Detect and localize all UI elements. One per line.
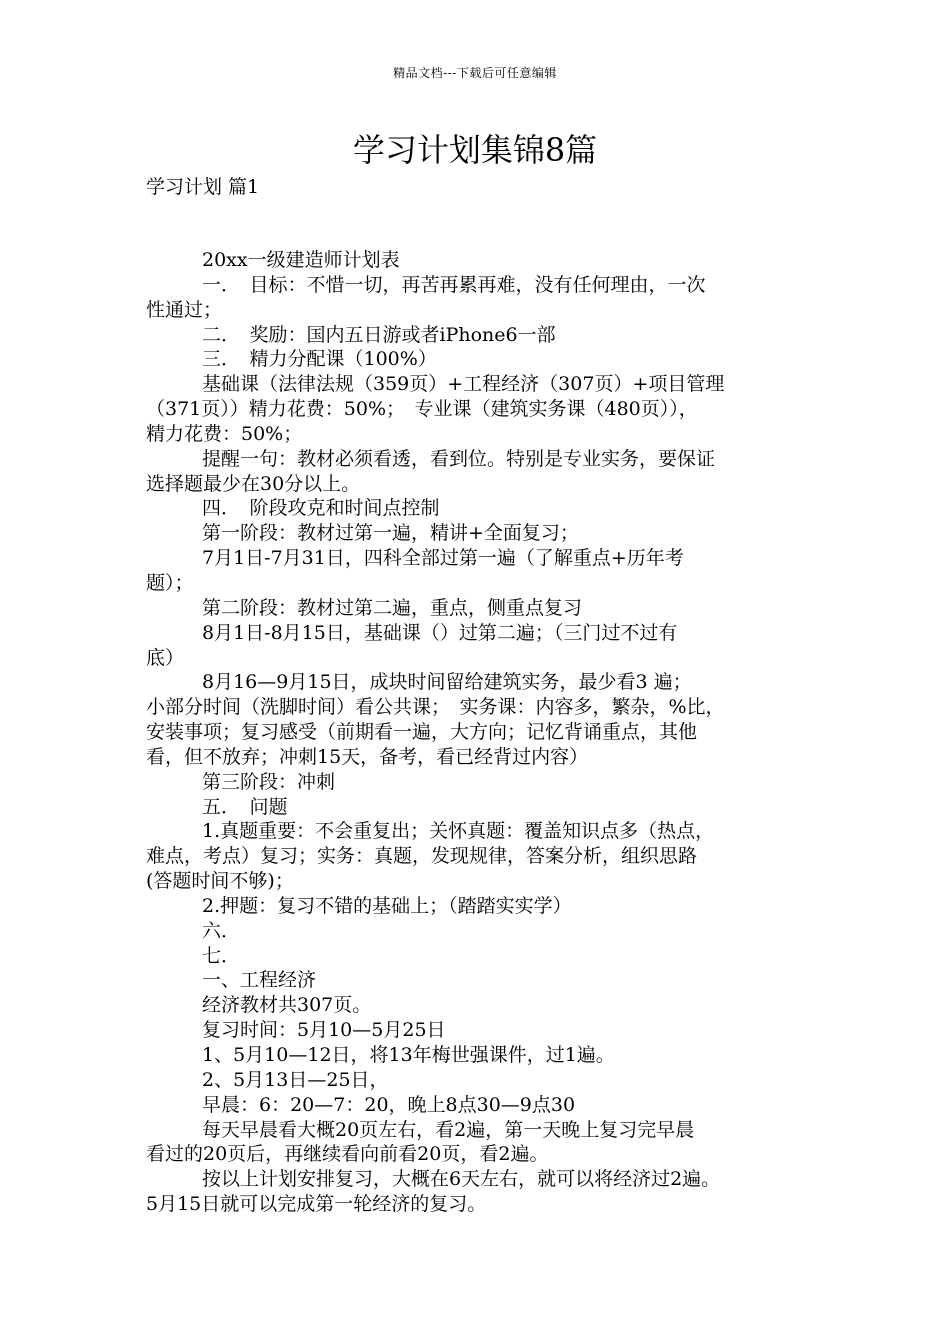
text-line: 一、工程经济 <box>202 969 317 992</box>
text-line: 提醒一句：教材必须看透，看到位。特别是专业实务，要保证 <box>202 447 716 470</box>
text-line: 选择题最少在30分以上。 <box>146 472 361 495</box>
text-line: 20xx一级建造师计划表 <box>202 249 400 271</box>
text-line: 经济教材共307页。 <box>202 994 372 1017</box>
text-line: 题）； <box>146 571 194 594</box>
text-line: 1、5月10—12日，将13年梅世强课件，过1遍。 <box>202 1044 615 1066</box>
text-line: 五． 问题 <box>202 795 288 818</box>
text-line: 六． <box>202 919 241 942</box>
document-title: 学习计划集锦8篇 <box>352 131 598 169</box>
text-line: 1.真题重要：不会重复出；关怀真题：覆盖知识点多（热点， <box>202 820 715 843</box>
text-line: （371页））精力花费：50%； 专业课（建筑实务课（480页））， <box>146 398 698 421</box>
section-heading: 学习计划 篇1 <box>146 176 260 198</box>
text-line: (答题时间不够)； <box>146 870 294 893</box>
text-line: 一． 目标：不惜一切，再苦再累再难，没有任何理由，一次 <box>202 273 706 296</box>
text-line: 四． 阶段攻克和时间点控制 <box>202 497 440 520</box>
text-line: 性通过； <box>146 298 223 321</box>
document-body <box>146 248 812 1217</box>
text-line: 8月1日-8月15日，基础课（）过第二遍；（三门过不过有 <box>202 621 678 644</box>
text-line: 8月16—9月15日，成块时间留给建筑实务，最少看3 遍； <box>202 671 692 694</box>
text-line: 按以上计划安排复习，大概在6天左右，就可以将经济过2遍。 <box>202 1168 721 1191</box>
text-line: 安装事项；复习感受（前期看一遍，大方向；记忆背诵重点，其他 <box>146 721 698 744</box>
text-line: 2.押题：复习不错的基础上；（踏踏实实学） <box>202 894 572 917</box>
text-line: 七． <box>202 944 241 967</box>
text-line: 5月15日就可以完成第一轮经济的复习。 <box>146 1193 487 1216</box>
text-line: 三． 精力分配课（100%） <box>202 348 437 371</box>
text-line: 2、5月13日—25日， <box>202 1068 389 1091</box>
text-line: 第二阶段：教材过第二遍，重点，侧重点复习 <box>202 596 583 619</box>
text-line: 复习时间：5月10—5月25日 <box>202 1019 446 1042</box>
text-line: 第一阶段：教材过第一遍，精讲+全面复习； <box>202 522 579 545</box>
text-line: 基础课（法律法规（359页）+工程经济（307页）+项目管理 <box>202 373 725 396</box>
text-line: 小部分时间（洗脚时间）看公共课； 实务课：内容多，繁杂，%比， <box>146 696 725 719</box>
text-line: 精力花费：50%； <box>146 422 303 445</box>
text-line: 底） <box>146 646 185 669</box>
text-line: 难点，考点）复习；实务：真题，发现规律，答案分析，组织思路 <box>146 845 698 868</box>
text-line: 二． 奖励：国内五日游或者iPhone6一部 <box>202 323 556 346</box>
text-line: 每天早晨看大概20页左右，看2遍，第一天晚上复习完早晨 <box>202 1118 695 1141</box>
text-line: 早晨：6：20—7：20，晚上8点30—9点30 <box>202 1093 576 1116</box>
text-line: 看，但不放弃；冲刺15天，备考，看已经背过内容） <box>146 745 589 768</box>
text-line: 第三阶段：冲刺 <box>202 770 336 793</box>
text-line: 看过的20页后，再继续看向前看20页，看2遍。 <box>146 1143 549 1166</box>
text-line: 7月1日-7月31日，四科全部过第一遍（了解重点+历年考 <box>202 547 684 570</box>
page-header: 精品文档---下载后可任意编辑 <box>393 66 557 80</box>
